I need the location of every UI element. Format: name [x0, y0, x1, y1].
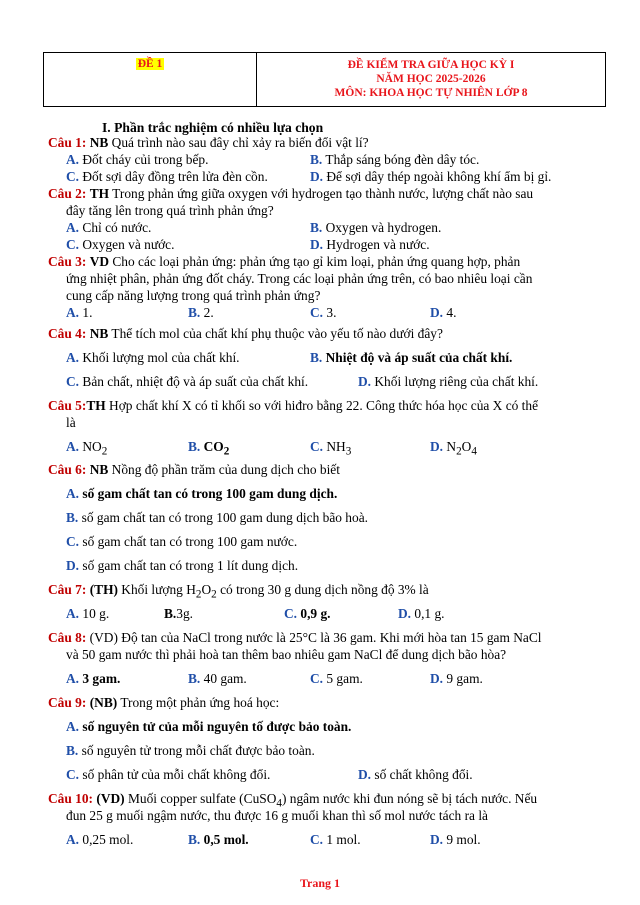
page-number: Trang 1 — [299, 876, 341, 890]
option-b — [188, 671, 247, 687]
option-letter: A. — [66, 719, 80, 734]
option-c — [310, 671, 363, 687]
option-text: 2. — [203, 305, 214, 320]
option-letter: C. — [66, 374, 80, 389]
option-d — [310, 237, 430, 253]
question-text: Hợp chất khí X có tỉ khối so với hiđro bằng 22. Công thức hóa học của X có thể — [105, 398, 539, 413]
option-letter: D. — [430, 671, 444, 686]
option-c — [310, 305, 336, 321]
option-a — [66, 350, 240, 366]
option-letter: B. — [66, 743, 79, 758]
option-text: 1. — [82, 305, 93, 320]
option-text: 9 gam. — [446, 671, 483, 686]
option-letter: D. — [358, 374, 372, 389]
question-level: VD — [89, 254, 110, 269]
option-letter: C. — [310, 671, 324, 686]
option-letter: A. — [66, 486, 80, 501]
section-title: I. Phần trắc nghiệm có nhiều lựa chọn — [102, 120, 324, 135]
question-label: Câu 5: — [48, 398, 87, 413]
option-a — [66, 305, 92, 321]
option-letter: A. — [66, 152, 80, 167]
question-text: Khối lượng H — [117, 582, 196, 597]
option-text: Khối lượng mol của chất khí. — [82, 350, 240, 365]
option-b — [310, 350, 512, 366]
option-text: Hydrogen và nước. — [326, 237, 430, 252]
question-text: O — [201, 582, 212, 597]
subscript: 4 — [471, 445, 477, 458]
option-d — [310, 169, 551, 185]
question-text-cont: và 50 gam nước thì phải hoà tan thêm bao nhiêu gam NaCl để dung dịch bão hòa? — [66, 647, 507, 662]
option-b — [66, 743, 315, 759]
option-letter: B. — [310, 220, 323, 235]
option-letter: A. — [66, 439, 80, 454]
option-text: 3 gam. — [82, 671, 121, 686]
option-letter: B. — [164, 606, 177, 621]
option-letter: D. — [430, 832, 444, 847]
option-text: 5 gam. — [326, 671, 363, 686]
question-text: Quá trình nào sau đây chỉ xảy ra biến đổi vật lí? — [108, 135, 369, 150]
subscript: 2 — [456, 445, 462, 458]
formula: NH — [326, 439, 346, 454]
subscript: 4 — [276, 797, 282, 810]
question-level: (NB) — [89, 695, 118, 710]
option-b — [66, 510, 368, 526]
question-5 — [48, 398, 538, 414]
option-c — [66, 237, 174, 253]
exam-title: ĐỀ KIỂM TRA GIỮA HỌC KỲ I — [347, 59, 515, 71]
question-text-cont: ứng nhiệt phân, phản ứng đốt cháy. Trong các loại phản ứng trên, có bao nhiêu loại cần — [66, 271, 533, 286]
question-3 — [48, 254, 520, 270]
option-d — [358, 374, 538, 390]
option-text: số nguyên tử của mỗi nguyên tố được bảo toàn. — [82, 719, 352, 734]
option-letter: C. — [66, 767, 80, 782]
option-letter: D. — [430, 439, 444, 454]
question-label: Câu 4: — [48, 326, 87, 341]
question-level: TH — [86, 398, 106, 413]
option-b — [188, 832, 249, 848]
option-letter: D. — [66, 558, 80, 573]
option-c — [66, 169, 268, 185]
question-text: Trong một phản ứng hoá học: — [117, 695, 280, 710]
option-letter: B. — [66, 510, 79, 525]
option-b — [164, 606, 193, 622]
school-year: NĂM HỌC 2025-2026 — [376, 73, 486, 85]
option-d — [66, 558, 298, 574]
option-a — [66, 220, 151, 236]
option-a — [66, 832, 133, 848]
option-letter: C. — [66, 237, 80, 252]
option-letter: A. — [66, 671, 80, 686]
option-b — [188, 439, 229, 460]
option-c — [66, 767, 270, 783]
option-a — [66, 439, 107, 460]
question-7 — [48, 582, 429, 603]
option-letter: C. — [284, 606, 298, 621]
question-label: Câu 6: — [48, 462, 87, 477]
question-level: (VD) — [96, 791, 125, 806]
formula: O — [461, 439, 472, 454]
question-text: Thể tích mol của chất khí phụ thuộc vào yếu tố nào dưới đây? — [108, 326, 443, 341]
question-8 — [48, 630, 542, 646]
option-letter: D. — [358, 767, 372, 782]
option-text: 0,25 mol. — [82, 832, 134, 847]
question-text: ) ngâm nước khi đun nóng sẽ bị tách nước. Nếu — [281, 791, 538, 806]
option-text: số gam chất tan có trong 100 gam dung dịch bão hoà. — [81, 510, 368, 525]
option-b — [188, 305, 214, 321]
option-letter: B. — [188, 832, 201, 847]
header-left-cell — [44, 53, 257, 106]
option-c — [310, 439, 351, 460]
header-table — [43, 52, 606, 107]
question-level: NB — [89, 135, 109, 150]
option-letter: D. — [310, 237, 324, 252]
formula: N — [446, 439, 457, 454]
option-letter: C. — [66, 169, 80, 184]
option-text: 0,5 mol. — [203, 832, 249, 847]
option-letter: C. — [66, 534, 80, 549]
question-label: Câu 3: — [48, 254, 87, 269]
question-label: Câu 7: — [48, 582, 87, 597]
option-letter: A. — [66, 832, 80, 847]
option-letter: D. — [430, 305, 444, 320]
option-text: Bản chất, nhiệt độ và áp suất của chất khí. — [82, 374, 309, 389]
option-a — [66, 671, 120, 687]
question-label: Câu 1: — [48, 135, 87, 150]
question-9 — [48, 695, 279, 711]
option-letter: A. — [66, 305, 80, 320]
option-letter: A. — [66, 220, 80, 235]
question-text-cont: đun 25 g muối ngậm nước, thu được 16 g muối khan thì số mol nước tách ra là — [66, 808, 488, 823]
option-text: 9 mol. — [446, 832, 481, 847]
option-text: Chỉ có nước. — [82, 220, 152, 235]
question-6 — [48, 462, 340, 478]
question-level: NB — [89, 326, 109, 341]
option-text: 3. — [326, 305, 337, 320]
question-text: Nồng độ phần trăm của dung dịch cho biết — [108, 462, 340, 477]
option-text: số chất không đổi. — [374, 767, 473, 782]
question-text-cont: là — [66, 415, 76, 430]
question-level: TH — [89, 186, 110, 201]
option-letter: A. — [66, 350, 80, 365]
option-letter: B. — [188, 671, 201, 686]
question-text-cont: cung cấp năng lượng trong quá trình phản ứng? — [66, 288, 321, 303]
option-letter: D. — [398, 606, 412, 621]
option-text: 10 g. — [82, 606, 110, 621]
option-text: Nhiệt độ và áp suất của chất khí. — [325, 350, 513, 365]
option-letter: B. — [310, 350, 323, 365]
option-text: số gam chất tan có trong 100 gam nước. — [82, 534, 298, 549]
question-label: Câu 9: — [48, 695, 87, 710]
subscript: 2 — [223, 445, 230, 458]
option-letter: A. — [66, 606, 80, 621]
option-text: 1 mol. — [326, 832, 361, 847]
option-a — [66, 152, 208, 168]
option-text: Để sợi dây thép ngoài không khí ẩm bị gỉ. — [326, 169, 552, 184]
option-d — [430, 671, 483, 687]
option-letter: B. — [310, 152, 323, 167]
question-level: (TH) — [89, 582, 118, 597]
option-text: Đốt cháy củi trong bếp. — [82, 152, 209, 167]
option-letter: C. — [310, 305, 324, 320]
option-text: Đốt sợi dây đồng trên lửa đèn cồn. — [82, 169, 268, 184]
option-text: Oxygen và hydrogen. — [325, 220, 442, 235]
option-text: 0,9 g. — [300, 606, 331, 621]
option-b — [310, 152, 479, 168]
question-1 — [48, 135, 369, 151]
option-text: số nguyên tử trong mỗi chất được bảo toàn. — [81, 743, 315, 758]
header-right-cell — [257, 53, 605, 111]
option-d — [430, 832, 481, 848]
formula: NO — [82, 439, 102, 454]
option-letter: D. — [310, 169, 324, 184]
question-label: Câu 8: — [48, 630, 87, 645]
option-a — [66, 486, 337, 502]
option-d — [398, 606, 445, 622]
option-text: 4. — [446, 305, 457, 320]
question-text-cont: đây tăng lên trong quá trình phản ứng? — [66, 203, 274, 218]
question-4 — [48, 326, 443, 342]
question-text: có trong 30 g dung dịch nồng độ 3% là — [216, 582, 429, 597]
subscript: 2 — [101, 445, 108, 458]
subscript: 3 — [345, 445, 352, 458]
option-text: 40 gam. — [203, 671, 247, 686]
option-text: số gam chất tan có trong 1 lít dung dịch. — [82, 558, 299, 573]
question-2 — [48, 186, 533, 202]
question-text: Muối copper sulfate (CuSO — [124, 791, 277, 806]
option-letter: B. — [188, 305, 201, 320]
option-a — [66, 719, 351, 735]
option-text: Thắp sáng bóng đèn dây tóc. — [325, 152, 480, 167]
option-d — [430, 439, 477, 460]
formula: CO — [203, 439, 224, 454]
question-text: Cho các loại phản ứng: phản ứng tạo gỉ kim loại, phản ứng quang hợp, phản — [109, 254, 521, 269]
subscript: 2 — [195, 588, 202, 601]
option-c — [66, 374, 308, 390]
option-d — [358, 767, 473, 783]
option-c — [284, 606, 331, 622]
option-letter: B. — [188, 439, 201, 454]
question-label: Câu 10: — [48, 791, 94, 806]
option-text: 0,1 g. — [414, 606, 445, 621]
option-c — [66, 534, 297, 550]
option-letter: C. — [310, 832, 324, 847]
question-label: Câu 2: — [48, 186, 87, 201]
option-letter: C. — [310, 439, 324, 454]
exam-code: ĐỀ 1 — [137, 58, 163, 70]
subject: MÔN: KHOA HỌC TỰ NHIÊN LỚP 8 — [334, 87, 528, 99]
subscript: 2 — [211, 588, 217, 601]
question-text: (VD) Độ tan của NaCl trong nước là 25°C là 36 gam. Khi mới hòa tan 15 gam NaCl — [86, 630, 542, 645]
question-text: Trong phản ứng giữa oxygen với hydrogen tạo thành nước, lượng chất nào sau — [109, 186, 534, 201]
option-text: số phân tử của mỗi chất không đổi. — [82, 767, 271, 782]
option-a — [66, 606, 109, 622]
option-text: Oxygen và nước. — [82, 237, 175, 252]
option-d — [430, 305, 456, 321]
option-text: Khối lượng riêng của chất khí. — [374, 374, 539, 389]
option-c — [310, 832, 361, 848]
option-b — [310, 220, 441, 236]
option-text: số gam chất tan có trong 100 gam dung dịch. — [82, 486, 338, 501]
option-text: 3g. — [176, 606, 194, 621]
question-level: NB — [89, 462, 109, 477]
